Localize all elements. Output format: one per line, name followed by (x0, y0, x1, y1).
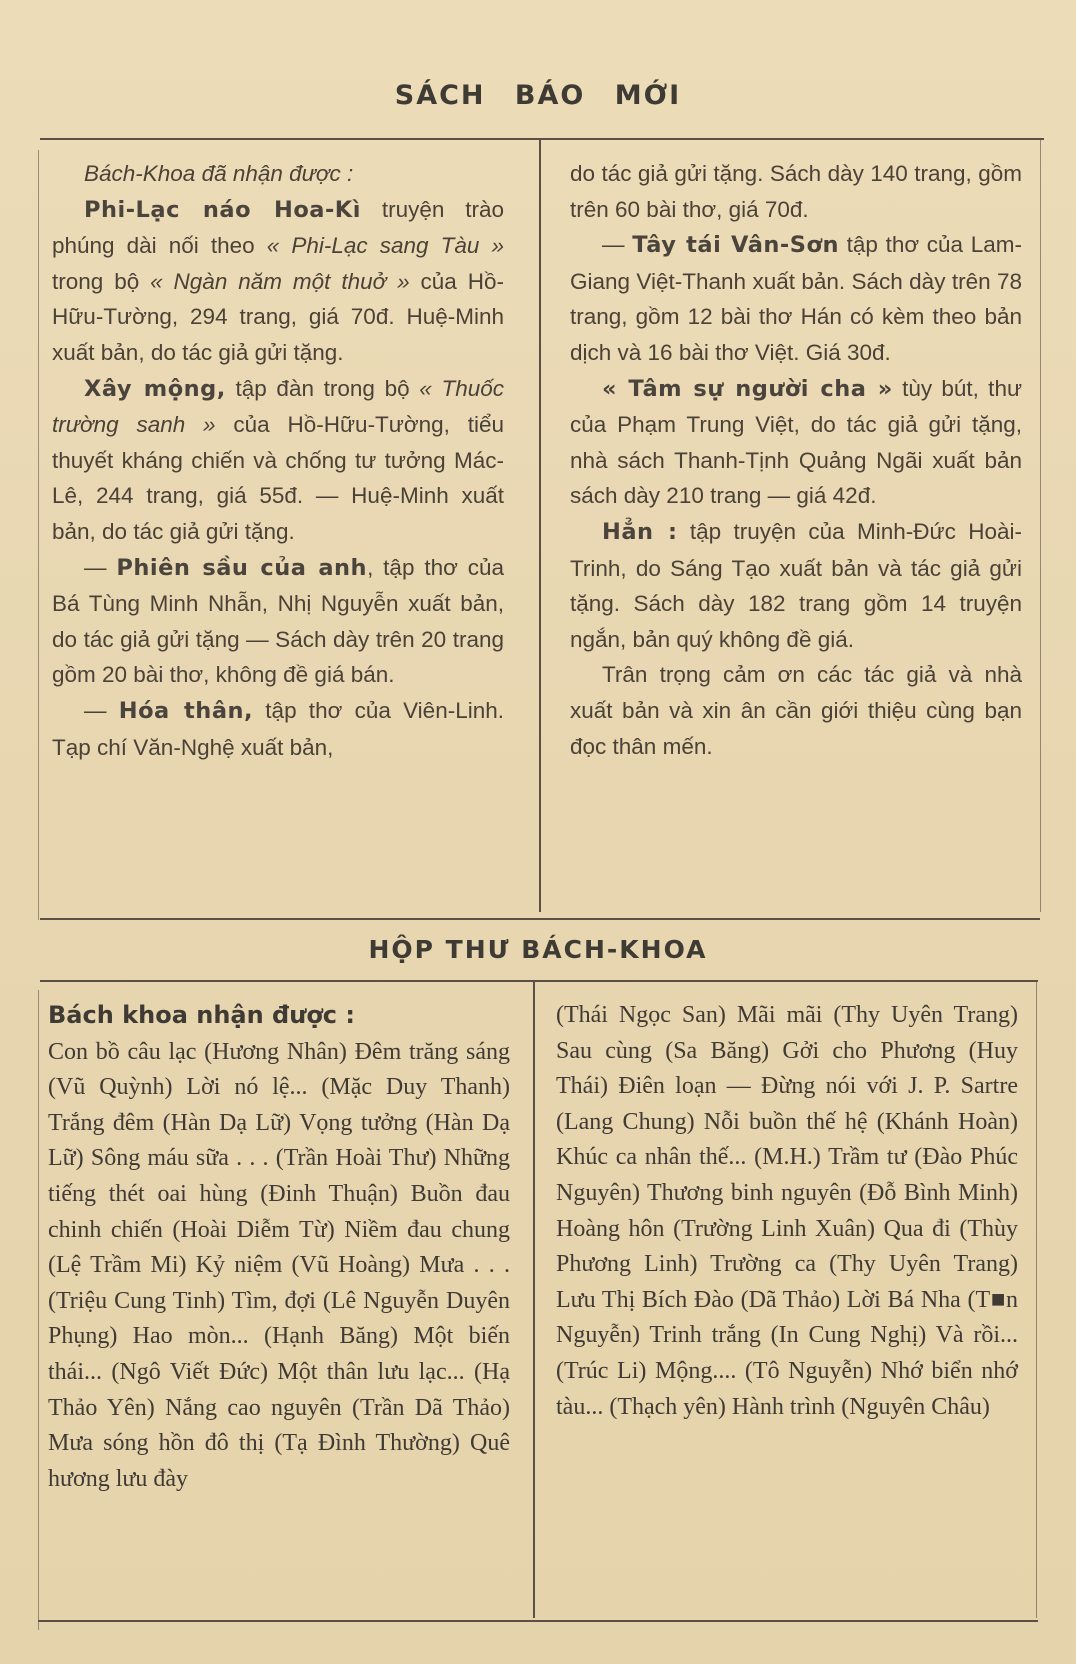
entry-title: Hóa thân, (118, 697, 254, 724)
thanks-note: Trân trọng cảm ơn các tác giả và nhà xuất bản và xin ân cần giới thiệu cùng bạn đọc thân mến. (570, 662, 1022, 759)
mailbox-left-column (48, 998, 510, 1497)
entry-hoa-than: — Hóa thân, tập thơ của Viên-Linh. Tạp chí Văn-Nghệ xuất bản, (52, 697, 504, 760)
mailbox-column-divider (533, 982, 535, 1618)
mailbox-right-column (556, 998, 1018, 1425)
entry-title: Phiên sầu của anh (116, 554, 368, 581)
mailbox-bottom-rule (38, 1620, 1038, 1622)
column-divider (539, 140, 541, 912)
entry-title: Xây mộng, (84, 375, 226, 402)
section-heading-mailbox: HỘP THƯ BÁCH-KHOA (368, 935, 708, 964)
mailbox-list-right: (Thái Ngọc San) Mãi mãi (Thy Uyên Trang) Sau cùng (Sa Băng) Gởi cho Phương (Huy Thái) Điên loạn — Đừng nói với J. P. Sartre (Lang Chung) Nỗi buồn thế hệ (Khánh Hoàn) Khúc ca nhân thế... (M.H.) Trầm tư (Đào Phúc Nguyên) Thương binh nguyên (Đỗ Bình Minh) Hoàng hôn (Trường Linh Xuân) Qua đi (Thùy Phương Linh) Trường ca (Thy Uyên Trang) Lưu Thị Bích Đào (Dã Thảo) Lời Bá Nha (T■n Nguyễn) Trinh trắng (In Cung Nghị) Và rồi... (Trúc Li) Mộng.... (Tô Nguyễn) Nhớ biển nhớ tàu... (Thạch yên) Hành trình (Nguyên Châu) (556, 1002, 1018, 1420)
section-heading-new-books: SÁCH BÁO MỚI (394, 80, 682, 111)
entry-phien-sau: — Phiên sầu của anh, tập thơ của Bá Tùng Minh Nhẫn, Nhị Nguyễn xuất bản, do tác giả gửi tặng — Sách dày trên 20 trang gồm 20 bài thơ, không đề giá bán. (52, 554, 504, 688)
entry-title: Phi-Lạc náo Hoa-Kì (84, 196, 361, 223)
entry-title: « Tâm sự người cha » (602, 375, 893, 402)
mailbox-list-left: Con bồ câu lạc (Hương Nhân) Đêm trăng sáng (Vũ Quỳnh) Lời nó lệ... (Mặc Duy Thanh) Trắng đêm (Hàn Dạ Lữ) Vọng tưởng (Hàn Dạ Lữ) Sông máu sữa . . . (Trần Hoài Thư) Những tiếng thét oai hùng (Đinh Thuận) Buồn đau chinh chiến (Hoài Diễm Từ) Niềm đau chung (Lệ Trầm Mi) Kỷ niệm (Vũ Hoàng) Mưa . . . (Triệu Cung Tinh) Tìm, đợi (Lê Nguyễn Duyên Phụng) Hao mòn... (Hạnh Băng) Một biến thái... (Ngô Viết Đức) Một thân lưu lạc... (Hạ Thảo Yên) Nắng cao nguyên (Trần Dã Thảo) Mưa sóng hồn đô thị (Tạ Đình Thường) Quê hương lưu đày (48, 1038, 510, 1492)
entry-tam-su: « Tâm sự người cha » tùy bút, thư của Phạm Trung Việt, do tác giả gửi tặng, nhà sách Thanh-Tịnh Quảng Ngãi xuất bản sách dày 210 trang — giá 42đ. (570, 375, 1023, 509)
entry-title: Hẳn : (602, 518, 678, 545)
right-border (1040, 140, 1041, 912)
entry-xay-mong: Xây mộng, tập đàn trong bộ « Thuốc trường sanh » của Hồ-Hữu-Tường, tiểu thuyết kháng chiến và chống tư tưởng Mác-Lê, 244 trang, giá 55đ. — Huệ-Minh xuất bản, do tác giả gửi tặng. (52, 375, 504, 544)
mailbox-label: Bách khoa nhận được : (48, 1001, 355, 1029)
entry-tay-tai: — Tây tái Vân-Sơn tập thơ của Lam-Giang Việt-Thanh xuất bản. Sách dày trên 78 trang, gồm 12 bài thơ Hán có kèm theo bản dịch và 16 bài thơ Việt. Giá 30đ. (570, 232, 1022, 365)
section-bottom-rule (40, 918, 1040, 920)
entry-title: Tây tái Vân-Sơn (632, 232, 839, 259)
top-rule (40, 138, 1044, 140)
mailbox-left-border (38, 990, 39, 1630)
left-border (38, 150, 39, 920)
intro-line: Bách-Khoa đã nhận được : (84, 161, 354, 186)
mailbox-right-border (1036, 982, 1037, 1618)
entry-han: Hẳn : tập truyện của Minh-Đức Hoài-Trinh, do Sáng Tạo xuất bản và tác giả gửi tặng. Sách dày 182 trang gồm 14 truyện ngắn, bản quý không đề giá. (570, 518, 1022, 652)
mailbox-top-rule (40, 980, 1038, 982)
new-books-left-column (52, 156, 504, 765)
entry-phi-lac: Phi-Lạc náo Hoa-Kì truyện trào phúng dài nối theo « Phi-Lạc sang Tàu » trong bộ « Ngàn năm một thuở » của Hồ-Hữu-Tường, 294 trang, giá 70đ. Huệ-Minh xuất bản, do tác giả gửi tặng. (52, 196, 505, 365)
new-books-right-column (570, 156, 1022, 764)
continuation: do tác giả gửi tặng. Sách dày 140 trang, gồm trên 60 bài thơ, giá 70đ. (570, 161, 1022, 222)
